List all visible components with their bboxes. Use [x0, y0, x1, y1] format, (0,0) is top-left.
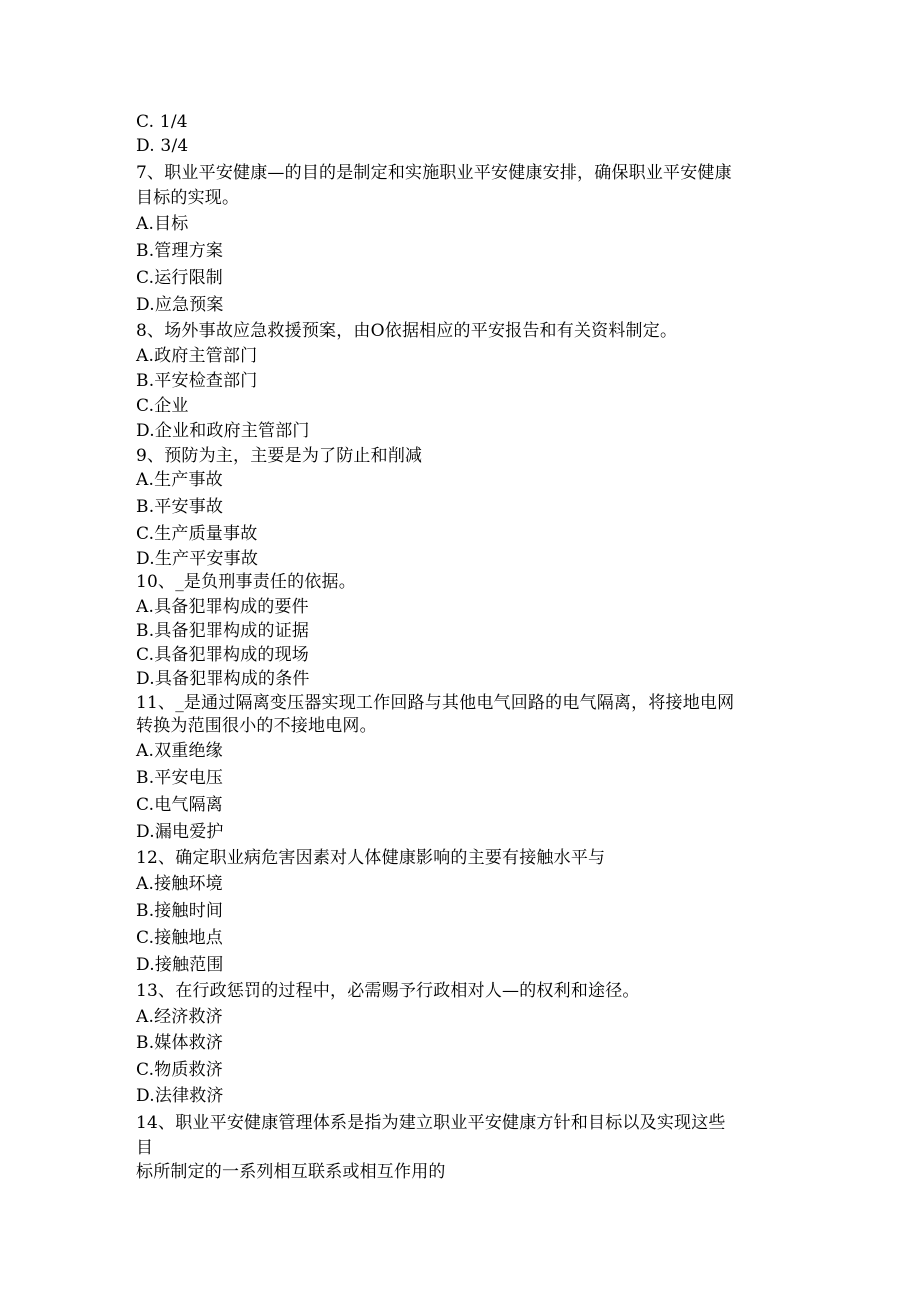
option-line: B.媒体救济 [136, 1033, 224, 1053]
option-line: D.接触范围 [136, 955, 224, 975]
option-line: B.平安检查部门 [136, 371, 258, 391]
option-line: C.接触地点 [136, 928, 224, 948]
option-line: B.接触时间 [136, 901, 224, 921]
option-line: C.电气隔离 [136, 795, 224, 815]
option-line: A.双重绝缘 [136, 741, 223, 761]
option-line: B.管理方案 [136, 241, 224, 261]
question-line: 目标的实现。 [136, 188, 240, 208]
question-line: 13、在行政惩罚的过程中，必需赐予行政相对人—的权利和途径。 [136, 981, 640, 1001]
option-line: D.生产平安事故 [136, 549, 259, 569]
question-line: 转换为范围很小的不接地电网。 [136, 716, 377, 736]
question-line: 目 [136, 1138, 154, 1158]
option-line: A.具备犯罪构成的要件 [136, 597, 309, 617]
option-line: C.物质救济 [136, 1060, 224, 1080]
option-line: A.生产事故 [136, 470, 223, 490]
question-line: 8、场外事故应急救援预案，由O依据相应的平安报告和有关资料制定。 [136, 321, 678, 341]
option-line: C.运行限制 [136, 268, 224, 288]
option-line: D.应急预案 [136, 295, 224, 315]
option-line: B.具备犯罪构成的证据 [136, 621, 310, 641]
question-line: 11、_是通过隔离变压器实现工作回路与其他电气回路的电气隔离，将接地电网 [136, 693, 735, 713]
question-line: 标所制定的一系列相互联系或相互作用的 [136, 1162, 446, 1182]
option-line: D. 3/4 [136, 136, 189, 156]
option-line: C. 1/4 [136, 112, 188, 132]
option-line: B.平安事故 [136, 497, 224, 517]
question-line: 7、职业平安健康—的目的是制定和实施职业平安健康安排，确保职业平安健康 [136, 163, 732, 183]
option-line: C.生产质量事故 [136, 524, 258, 544]
option-line: C.企业 [136, 396, 189, 416]
option-line: B.平安电压 [136, 768, 224, 788]
option-line: A.经济救济 [136, 1007, 223, 1027]
question-line: 14、职业平安健康管理体系是指为建立职业平安健康方针和目标以及实现这些 [136, 1113, 726, 1133]
question-line: 10、_是负刑事责任的依据。 [136, 572, 356, 592]
option-line: D.法律救济 [136, 1086, 224, 1106]
option-line: A.政府主管部门 [136, 346, 258, 366]
question-line: 9、预防为主，主要是为了防止和削减 [136, 446, 423, 466]
option-line: C.具备犯罪构成的现场 [136, 645, 310, 665]
question-line: 12、确定职业病危害因素对人体健康影响的主要有接触水平与 [136, 848, 606, 868]
option-line: D.具备犯罪构成的条件 [136, 669, 310, 689]
option-line: D.漏电爱护 [136, 822, 224, 842]
option-line: A.目标 [136, 214, 189, 234]
option-line: A.接触环境 [136, 874, 223, 894]
option-line: D.企业和政府主管部门 [136, 421, 310, 441]
